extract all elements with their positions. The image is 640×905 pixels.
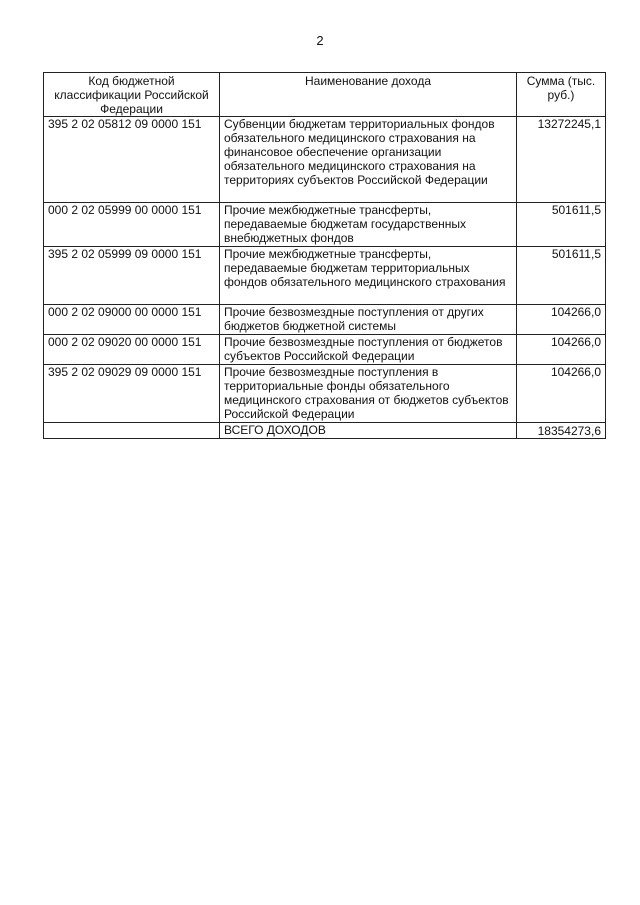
row-sum: 13272245,1 <box>517 117 606 203</box>
header-sum: Сумма (тыс. руб.) <box>517 73 606 117</box>
table-row <box>44 203 606 247</box>
row-code: 000 2 02 09000 00 0000 151 <box>44 305 220 335</box>
row-code: 395 2 02 05812 09 0000 151 <box>44 117 220 203</box>
table-row <box>44 117 606 203</box>
row-name: Прочие безвозмездные поступления в территориальные фонды обязательного медицинского страхования от бюджетов субъектов Российской Федерации <box>220 365 517 423</box>
revenue-table <box>43 72 606 439</box>
row-name: Прочие межбюджетные трансферты, передаваемые бюджетам территориальных фондов обязательного медицинского страхования <box>220 247 517 305</box>
table-total-row <box>44 423 606 439</box>
row-code: 395 2 02 09029 09 0000 151 <box>44 365 220 423</box>
row-code: 395 2 02 05999 09 0000 151 <box>44 247 220 305</box>
row-name: Прочие межбюджетные трансферты, передаваемые бюджетам государственных внебюджетных фондов <box>220 203 517 247</box>
page-number: 2 <box>316 33 324 48</box>
row-sum: 104266,0 <box>517 365 606 423</box>
table-row <box>44 365 606 423</box>
table-header-row <box>44 73 606 117</box>
header-name: Наименование дохода <box>220 73 517 117</box>
row-sum: 501611,5 <box>517 247 606 305</box>
row-name: Субвенции бюджетам территориальных фондов обязательного медицинского страхования на финансовое обеспечение организации обязательного медицинского страхования на территориях субъектов Российской Федерации <box>220 117 517 203</box>
row-name: Прочие безвозмездные поступления от других бюджетов бюджетной системы <box>220 305 517 335</box>
total-sum: 18354273,6 <box>517 423 606 439</box>
row-sum: 104266,0 <box>517 335 606 365</box>
row-sum: 104266,0 <box>517 305 606 335</box>
total-label: ВСЕГО ДОХОДОВ <box>220 423 517 439</box>
table-row <box>44 247 606 305</box>
row-code: 000 2 02 05999 00 0000 151 <box>44 203 220 247</box>
row-code: 000 2 02 09020 00 0000 151 <box>44 335 220 365</box>
table-row <box>44 305 606 335</box>
header-code: Код бюджетной классификации Российской Федерации <box>44 73 220 117</box>
table-row <box>44 335 606 365</box>
row-sum: 501611,5 <box>517 203 606 247</box>
total-code <box>44 423 220 439</box>
row-name: Прочие безвозмездные поступления от бюджетов субъектов Российской Федерации <box>220 335 517 365</box>
